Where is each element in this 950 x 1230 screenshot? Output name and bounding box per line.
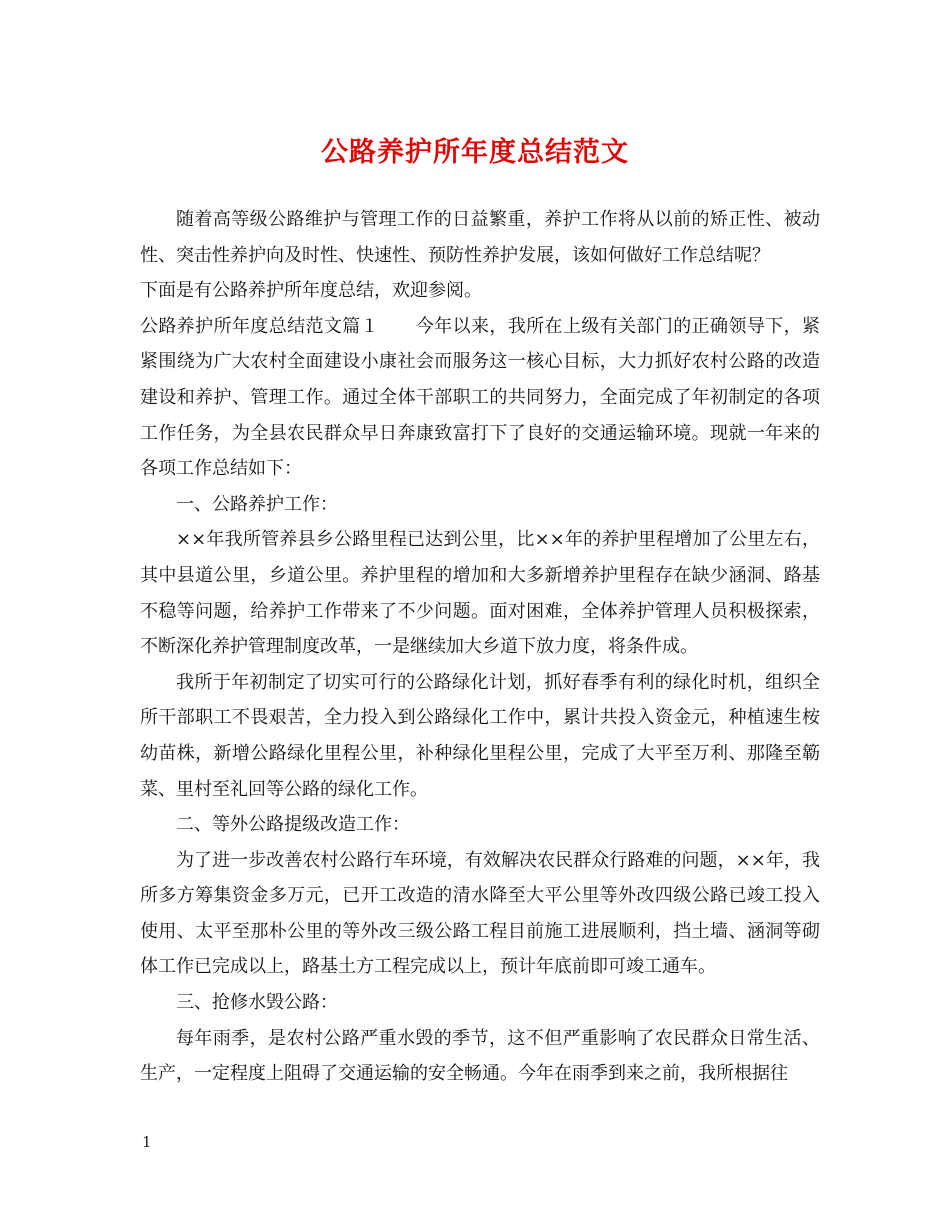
paragraph-intro: 随着高等级公路维护与管理工作的日益繁重，养护工作将从以前的矫正性、被动性、突击性养护向及时性、快速性、预防性养护发展，该如何做好工作总结呢？ bbox=[140, 209, 820, 266]
section-heading-flood-repair: 三、抢修水毁公路： bbox=[176, 992, 338, 1014]
paragraph-greening: 我所于年初制定了切实可行的公路绿化计划，抓好春季有利的绿化时机，组织全所干部职工不畏艰苦，全力投入到公路绿化工作中，累计共投入资金元，种植速生桉幼苗株，新增公路绿化里程公里，补种绿化里程公里，完成了大平至万利、那隆至簕菜、里村至礼回等公路的绿化工作。 bbox=[140, 671, 820, 800]
paragraph-intro-continued: 下面是有公路养护所年度总结，欢迎参阅。 bbox=[140, 280, 482, 302]
document-body bbox=[140, 202, 820, 1092]
paragraph-upgrade: 为了进一步改善农村公路行车环境，有效解决农民群众行路难的问题，××年，我所多方筹集资金多万元，已开工改造的清水降至大平公里等外改四级公路已竣工投入使用、太平至那朴公里的等外改三级公路工程目前施工进展顺利，挡土墙、涵洞等砌体工作已完成以上，路基土方工程完成以上，预计年底前即可竣工通车。 bbox=[140, 849, 820, 978]
paragraph-flood-repair: 每年雨季，是农村公路严重水毁的季节，这不但严重影响了农民群众日常生活、生产，一定程度上阻碍了交通运输的安全畅通。今年在雨季到来之前，我所根据往 bbox=[140, 1027, 820, 1085]
section-heading-upgrade: 二、等外公路提级改造工作： bbox=[176, 814, 410, 836]
page-number: 1 bbox=[142, 1133, 152, 1151]
paragraph-article-opening: 公路养护所年度总结范文篇１ 今年以来，我所在上级有关部门的正确领导下，紧紧围绕为广大农村全面建设小康社会而服务这一核心目标，大力抓好农村公路的改造建设和养护、管理工作。通过全体干部职工的共同努力，全面完成了年初制定的各项工作任务，为全县农民群众早日奔康致富打下了良好的交通运输环境。现就一年来的各项工作总结如下： bbox=[140, 315, 820, 480]
document-title: 公路养护所年度总结范文 bbox=[321, 137, 629, 168]
paragraph-maintenance: ××年我所管养县乡公路里程已达到公里，比××年的养护里程增加了公里左右，其中县道公里，乡道公里。养护里程的增加和大多新增养护里程存在缺少涵洞、路基不稳等问题，给养护工作带来了不少问题。面对困难，全体养护管理人员积极探索，不断深化养护管理制度改革，一是继续加大乡道下放力度，将条件成。 bbox=[140, 529, 820, 658]
section-heading-maintenance: 一、公路养护工作： bbox=[176, 493, 338, 515]
